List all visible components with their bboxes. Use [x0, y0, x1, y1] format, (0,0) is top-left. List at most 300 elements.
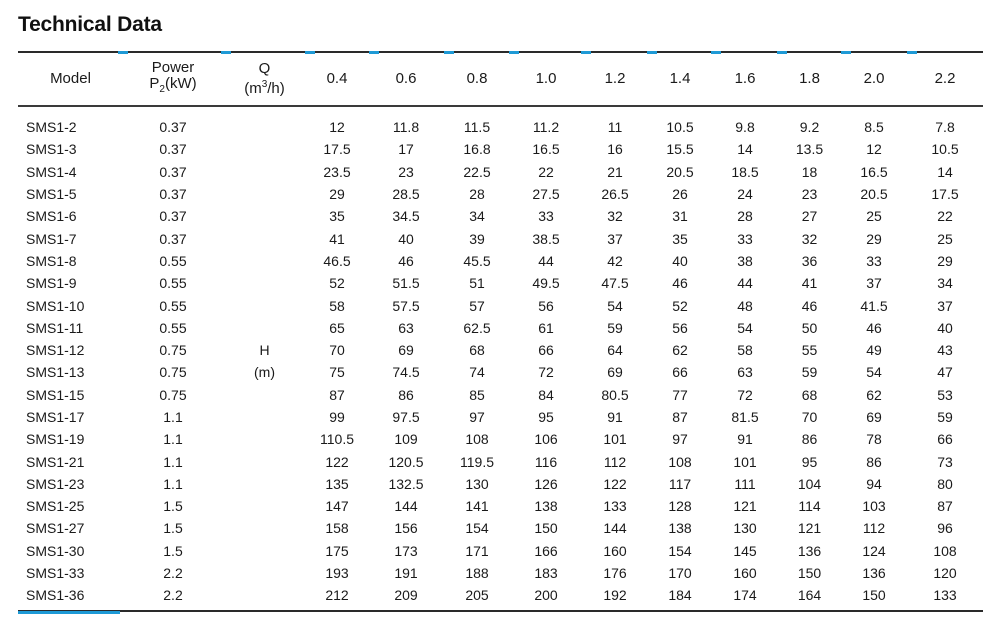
- head-value-cell: 57.5: [392, 297, 420, 314]
- header-model: Model: [50, 70, 91, 87]
- header-flow-value: 1.6: [734, 70, 756, 87]
- header-power-prefix: P: [149, 75, 160, 92]
- head-value-cell: 87: [672, 409, 688, 425]
- table-row: [18, 317, 983, 339]
- header-flow-value: 2.2: [934, 70, 956, 87]
- head-value-cell: 101: [733, 453, 757, 470]
- head-value-cell: 85: [469, 386, 485, 403]
- head-value-cell: 53: [937, 386, 953, 403]
- head-value-cell: 147: [325, 498, 349, 515]
- head-value-cell: 23: [398, 163, 414, 180]
- model-cell: SMS1-33: [26, 565, 85, 582]
- power-cell: 0.75: [159, 364, 187, 381]
- head-value-cell: 51.5: [392, 275, 420, 292]
- table-row: [18, 339, 983, 361]
- model-cell: SMS1-12: [26, 342, 85, 359]
- table-row: [18, 205, 983, 227]
- head-value-cell: 37: [607, 230, 623, 247]
- head-value-cell: 35: [329, 208, 345, 225]
- power-cell: 0.75: [159, 342, 187, 359]
- head-value-cell: 65: [329, 319, 345, 336]
- head-value-cell: 64: [607, 342, 623, 359]
- head-value-cell: 54: [737, 319, 753, 336]
- head-value-cell: 33: [737, 230, 753, 247]
- head-value-cell: 32: [607, 208, 623, 225]
- head-value-cell: 130: [733, 520, 757, 537]
- model-cell: SMS1-30: [26, 542, 85, 559]
- head-value-cell: 86: [801, 431, 818, 448]
- head-value-cell: 54: [607, 297, 623, 314]
- head-value-cell: 66: [672, 364, 688, 381]
- head-value-cell: 58: [737, 342, 753, 359]
- head-value-cell: 136: [862, 565, 886, 582]
- head-value-cell: 101: [603, 431, 627, 448]
- header-flow-value: 1.0: [535, 70, 557, 87]
- head-value-cell: 9.2: [799, 119, 820, 136]
- head-value-cell: 135: [325, 475, 349, 492]
- head-value-cell: 91: [607, 409, 623, 425]
- header-flow-line1: Q: [258, 60, 271, 77]
- head-value-cell: 43: [937, 342, 953, 359]
- head-value-cell: 45.5: [463, 252, 491, 269]
- head-value-cell: 27: [801, 208, 818, 225]
- head-value-cell: 38.5: [532, 230, 560, 247]
- head-value-cell: 20.5: [666, 163, 694, 180]
- model-cell: SMS1-21: [26, 453, 85, 470]
- head-value-cell: 108: [668, 453, 692, 470]
- head-value-cell: 156: [394, 520, 418, 537]
- model-cell: SMS1-19: [26, 431, 85, 448]
- head-value-cell: 27.5: [532, 186, 560, 203]
- head-value-cell: 40: [672, 252, 688, 269]
- model-cell: SMS1-25: [26, 498, 85, 515]
- head-value-cell: 34: [469, 208, 485, 225]
- head-value-cell: 48: [737, 297, 753, 314]
- table-bottom-rule: [18, 610, 983, 612]
- head-value-cell: 176: [603, 565, 627, 582]
- head-value-cell: 84: [538, 386, 554, 403]
- head-value-cell: 174: [733, 587, 757, 604]
- head-value-cell: 122: [603, 475, 627, 492]
- head-value-cell: 58: [329, 297, 345, 314]
- head-value-cell: 35: [672, 230, 688, 247]
- head-value-cell: 62: [672, 342, 688, 359]
- head-value-cell: 57: [469, 297, 485, 314]
- header-flow-suffix: /h): [267, 80, 285, 97]
- head-value-cell: 72: [538, 364, 554, 381]
- power-cell: 1.1: [163, 453, 183, 470]
- head-value-cell: 31: [672, 208, 688, 225]
- power-cell: 0.37: [159, 141, 187, 158]
- power-cell: 0.55: [159, 252, 187, 269]
- head-value-cell: 69: [866, 409, 882, 425]
- head-value-cell: 44: [538, 252, 554, 269]
- head-value-cell: 175: [325, 542, 349, 559]
- head-value-cell: 126: [534, 475, 558, 492]
- model-cell: SMS1-13: [26, 364, 85, 381]
- head-value-cell: 16: [607, 141, 623, 158]
- header-flow: [223, 53, 306, 105]
- table-row: [18, 584, 983, 606]
- head-value-cell: 86: [398, 386, 414, 403]
- head-value-cell: 193: [325, 565, 349, 582]
- head-value-cell: 116: [534, 453, 558, 470]
- power-cell: 0.37: [159, 186, 187, 203]
- table-row: [18, 272, 983, 294]
- head-value-cell: 191: [394, 565, 418, 582]
- head-value-cell: 144: [394, 498, 418, 515]
- head-value-cell: 47.5: [601, 275, 629, 292]
- head-value-cell: 11.5: [463, 119, 491, 136]
- head-value-cell: 29: [866, 230, 882, 247]
- model-cell: SMS1-36: [26, 587, 85, 604]
- head-value-cell: 69: [607, 364, 623, 381]
- power-cell: 1.1: [163, 475, 183, 492]
- head-value-cell: 212: [325, 587, 349, 604]
- model-cell: SMS1-17: [26, 409, 85, 425]
- head-value-cell: 160: [733, 565, 757, 582]
- head-value-cell: 25: [866, 208, 882, 225]
- head-value-cell: 63: [737, 364, 753, 381]
- head-value-cell: 62.5: [463, 319, 491, 336]
- head-value-cell: 112: [603, 453, 627, 470]
- head-value-cell: 209: [394, 587, 418, 604]
- head-value-cell: 121: [797, 520, 822, 537]
- head-value-cell: 46.5: [323, 252, 351, 269]
- head-value-cell: 52: [329, 275, 345, 292]
- head-value-cell: 51: [469, 275, 485, 292]
- head-value-cell: 28.5: [392, 186, 420, 203]
- table-body: [18, 105, 983, 607]
- head-value-cell: 109: [394, 431, 418, 448]
- head-value-cell: 144: [603, 520, 627, 537]
- head-value-cell: 41.5: [860, 297, 888, 314]
- header-row: [18, 53, 983, 105]
- head-value-cell: 44: [737, 275, 753, 292]
- header-flow-value: 1.2: [604, 70, 626, 87]
- head-value-cell: 78: [866, 431, 882, 448]
- head-value-cell: 41: [801, 275, 818, 292]
- head-value-cell: 12: [866, 141, 882, 158]
- table-row: [18, 250, 983, 272]
- model-cell: SMS1-11: [26, 319, 84, 336]
- head-value-cell: 59: [801, 364, 818, 381]
- head-value-cell: 13.5: [795, 141, 824, 158]
- head-value-cell: 22.5: [463, 163, 491, 180]
- head-value-cell: 54: [866, 364, 882, 381]
- head-value-cell: 103: [862, 498, 886, 515]
- head-value-cell: 17.5: [931, 186, 959, 203]
- head-value-cell: 56: [538, 297, 554, 314]
- head-value-cell: 38: [737, 252, 753, 269]
- head-value-cell: 200: [534, 587, 558, 604]
- head-value-cell: 99: [329, 409, 345, 425]
- head-value-cell: 59: [937, 409, 953, 425]
- head-value-cell: 192: [603, 587, 627, 604]
- head-value-cell: 68: [469, 342, 485, 359]
- head-value-cell: 16.5: [860, 163, 888, 180]
- head-value-cell: 81.5: [731, 409, 759, 425]
- header-flow-sup: 3: [261, 79, 268, 90]
- model-cell: SMS1-23: [26, 475, 85, 492]
- head-value-cell: 46: [866, 319, 882, 336]
- head-value-cell: 20.5: [860, 186, 888, 203]
- power-cell: 1.5: [163, 520, 183, 537]
- head-value-cell: 80: [937, 475, 953, 492]
- power-cell: 1.1: [163, 431, 183, 448]
- head-value-cell: 29: [937, 252, 953, 269]
- page-title: Technical Data: [18, 13, 162, 36]
- head-value-cell: 42: [607, 252, 623, 269]
- body-top-spacer: [18, 105, 983, 116]
- head-value-cell: 29: [329, 186, 345, 203]
- head-value-cell: 32: [801, 230, 818, 247]
- head-value-cell: 34.5: [392, 208, 420, 225]
- head-value-cell: 39: [469, 230, 485, 247]
- power-cell: 2.2: [163, 565, 183, 582]
- head-value-cell: 49.5: [532, 275, 560, 292]
- head-value-cell: 11.8: [392, 119, 420, 136]
- bottom-accent-bar: [18, 611, 120, 614]
- head-value-cell: 75: [329, 364, 345, 381]
- power-cell: 0.37: [159, 208, 187, 225]
- head-value-cell: 95: [538, 409, 554, 425]
- head-value-cell: 160: [603, 542, 627, 559]
- head-value-cell: 26.5: [601, 186, 629, 203]
- model-cell: SMS1-9: [26, 275, 77, 292]
- header-flow-line2: [223, 77, 306, 97]
- head-value-cell: 26: [672, 186, 688, 203]
- header-flow-value: 0.6: [395, 70, 417, 87]
- head-value-cell: 106: [534, 431, 558, 448]
- head-value-cell: 37: [866, 275, 882, 292]
- power-cell: 1.5: [163, 498, 183, 515]
- model-cell: SMS1-4: [26, 163, 77, 180]
- head-value-cell: 121: [733, 498, 757, 515]
- table-row: [18, 161, 983, 183]
- head-value-cell: 86: [866, 453, 882, 470]
- model-cell: SMS1-27: [26, 520, 85, 537]
- header-flow-value: 2.0: [863, 70, 885, 87]
- head-value-cell: 170: [668, 565, 692, 582]
- table-row: [18, 517, 983, 539]
- table-row: [18, 562, 983, 584]
- head-value-cell: 87: [329, 386, 345, 403]
- table-row: [18, 183, 983, 205]
- head-value-cell: 59: [607, 319, 623, 336]
- head-value-cell: 23: [801, 186, 818, 203]
- header-power: [123, 53, 223, 105]
- power-cell: 0.55: [159, 275, 187, 292]
- head-value-cell: 110.5: [320, 431, 354, 448]
- table-row: [18, 473, 983, 495]
- head-value-cell: 52: [672, 297, 688, 314]
- table-row: [18, 361, 983, 383]
- head-value-cell: 40: [398, 230, 414, 247]
- head-value-cell: 7.8: [935, 119, 955, 136]
- head-value-cell: 14: [737, 141, 753, 158]
- head-value-cell: 40: [937, 319, 953, 336]
- head-label-line1: H: [259, 342, 270, 359]
- table-row: [18, 540, 983, 562]
- model-cell: SMS1-3: [26, 141, 77, 158]
- head-value-cell: 70: [329, 342, 345, 359]
- head-value-cell: 133: [603, 498, 627, 515]
- head-value-cell: 138: [668, 520, 692, 537]
- power-cell: 2.2: [163, 587, 183, 604]
- model-cell: SMS1-8: [26, 252, 77, 269]
- header-flow-prefix: (m: [244, 80, 262, 97]
- header-power-sub: 2: [159, 84, 165, 95]
- head-value-cell: 183: [534, 565, 558, 582]
- head-value-cell: 17: [398, 141, 414, 158]
- head-value-cell: 205: [465, 587, 489, 604]
- head-value-cell: 158: [325, 520, 349, 537]
- head-value-cell: 74: [469, 364, 485, 381]
- head-value-cell: 21: [607, 163, 623, 180]
- head-value-cell: 9.8: [735, 119, 755, 136]
- head-value-cell: 11.2: [532, 119, 560, 136]
- head-value-cell: 104: [797, 475, 822, 492]
- header-flow-value: 1.4: [669, 70, 691, 87]
- head-value-cell: 91: [737, 431, 753, 448]
- head-value-cell: 112: [862, 520, 886, 537]
- table-row: [18, 495, 983, 517]
- head-value-cell: 18.5: [731, 163, 759, 180]
- head-value-cell: 46: [398, 252, 414, 269]
- head-value-cell: 16.8: [463, 141, 491, 158]
- head-value-cell: 61: [538, 319, 554, 336]
- head-value-cell: 46: [801, 297, 818, 314]
- head-value-cell: 117: [668, 475, 692, 492]
- head-label-cell: [223, 116, 306, 607]
- model-cell: SMS1-6: [26, 208, 77, 225]
- header-power-suffix: (kW): [164, 75, 197, 92]
- head-value-cell: 14: [937, 163, 953, 180]
- table-row: [18, 294, 983, 316]
- power-cell: 0.37: [159, 230, 187, 247]
- head-value-cell: 50: [801, 319, 818, 336]
- head-value-cell: 63: [398, 319, 414, 336]
- head-value-cell: 33: [538, 208, 554, 225]
- head-value-cell: 47: [937, 364, 953, 381]
- table-row: [18, 116, 983, 138]
- head-value-cell: 28: [737, 208, 753, 225]
- head-value-cell: 22: [937, 208, 953, 225]
- head-value-cell: 17.5: [323, 141, 351, 158]
- head-value-cell: 173: [394, 542, 418, 559]
- head-value-cell: 49: [866, 342, 882, 359]
- header-power-line2: [123, 76, 223, 98]
- head-value-cell: 128: [668, 498, 692, 515]
- head-value-cell: 22: [538, 163, 554, 180]
- table-row: [18, 450, 983, 472]
- head-value-cell: 171: [465, 542, 489, 559]
- head-value-cell: 188: [465, 565, 489, 582]
- power-cell: 1.5: [163, 542, 183, 559]
- head-value-cell: 34: [937, 275, 953, 292]
- model-cell: SMS1-2: [26, 119, 77, 136]
- table-row: [18, 406, 983, 428]
- head-value-cell: 150: [534, 520, 558, 537]
- table-row: [18, 428, 983, 450]
- head-value-cell: 46: [672, 275, 688, 292]
- head-value-cell: 66: [937, 431, 953, 448]
- head-value-cell: 70: [801, 409, 818, 425]
- head-value-cell: 154: [465, 520, 489, 537]
- head-value-cell: 130: [465, 475, 489, 492]
- head-value-cell: 108: [465, 431, 489, 448]
- power-cell: 0.55: [159, 297, 187, 314]
- header-flow-value: 0.4: [326, 70, 348, 87]
- head-value-cell: 111: [734, 475, 756, 492]
- head-value-cell: 141: [465, 498, 489, 515]
- power-cell: 1.1: [163, 409, 183, 425]
- head-value-cell: 18: [801, 163, 818, 180]
- head-value-cell: 138: [534, 498, 558, 515]
- head-value-cell: 164: [797, 587, 822, 604]
- head-value-cell: 73: [937, 453, 953, 470]
- table-row: [18, 227, 983, 249]
- head-value-cell: 66: [538, 342, 554, 359]
- head-value-cell: 10.5: [666, 119, 694, 136]
- head-value-cell: 8.5: [864, 119, 884, 136]
- head-value-cell: 80.5: [601, 386, 629, 403]
- head-value-cell: 41: [329, 230, 345, 247]
- head-value-cell: 72: [737, 386, 753, 403]
- head-value-cell: 136: [797, 542, 822, 559]
- head-value-cell: 97: [672, 431, 688, 448]
- head-value-cell: 145: [733, 542, 757, 559]
- table-row: [18, 138, 983, 160]
- head-value-cell: 87: [937, 498, 953, 515]
- head-value-cell: 11: [607, 119, 623, 136]
- head-value-cell: 69: [398, 342, 414, 359]
- head-value-cell: 25: [937, 230, 953, 247]
- head-value-cell: 133: [933, 587, 957, 604]
- head-value-cell: 77: [672, 386, 688, 403]
- model-cell: SMS1-10: [26, 297, 85, 314]
- model-cell: SMS1-15: [26, 386, 85, 403]
- head-value-cell: 96: [937, 520, 953, 537]
- head-value-cell: 150: [797, 565, 822, 582]
- head-value-cell: 97: [469, 409, 485, 425]
- head-value-cell: 120.5: [388, 453, 424, 470]
- head-value-cell: 184: [668, 587, 692, 604]
- head-value-cell: 37: [937, 297, 953, 314]
- head-value-cell: 10.5: [931, 141, 959, 158]
- header-flow-value: 0.8: [466, 70, 488, 87]
- head-value-cell: 119.5: [460, 453, 494, 470]
- head-value-cell: 114: [798, 498, 821, 515]
- head-value-cell: 16.5: [532, 141, 560, 158]
- header-flow-value: 1.8: [799, 70, 820, 87]
- head-value-cell: 120: [933, 565, 957, 582]
- head-value-cell: 94: [866, 475, 882, 492]
- head-value-cell: 122: [325, 453, 349, 470]
- head-value-cell: 150: [862, 587, 886, 604]
- head-value-cell: 33: [866, 252, 882, 269]
- head-value-cell: 95: [801, 453, 818, 470]
- model-cell: SMS1-5: [26, 186, 77, 203]
- head-value-cell: 124: [862, 542, 886, 559]
- head-value-cell: 68: [801, 386, 818, 403]
- head-value-cell: 74.5: [392, 364, 420, 381]
- head-value-cell: 23.5: [323, 163, 351, 180]
- head-value-cell: 36: [801, 252, 818, 269]
- head-value-cell: 154: [668, 542, 692, 559]
- head-value-cell: 62: [866, 386, 882, 403]
